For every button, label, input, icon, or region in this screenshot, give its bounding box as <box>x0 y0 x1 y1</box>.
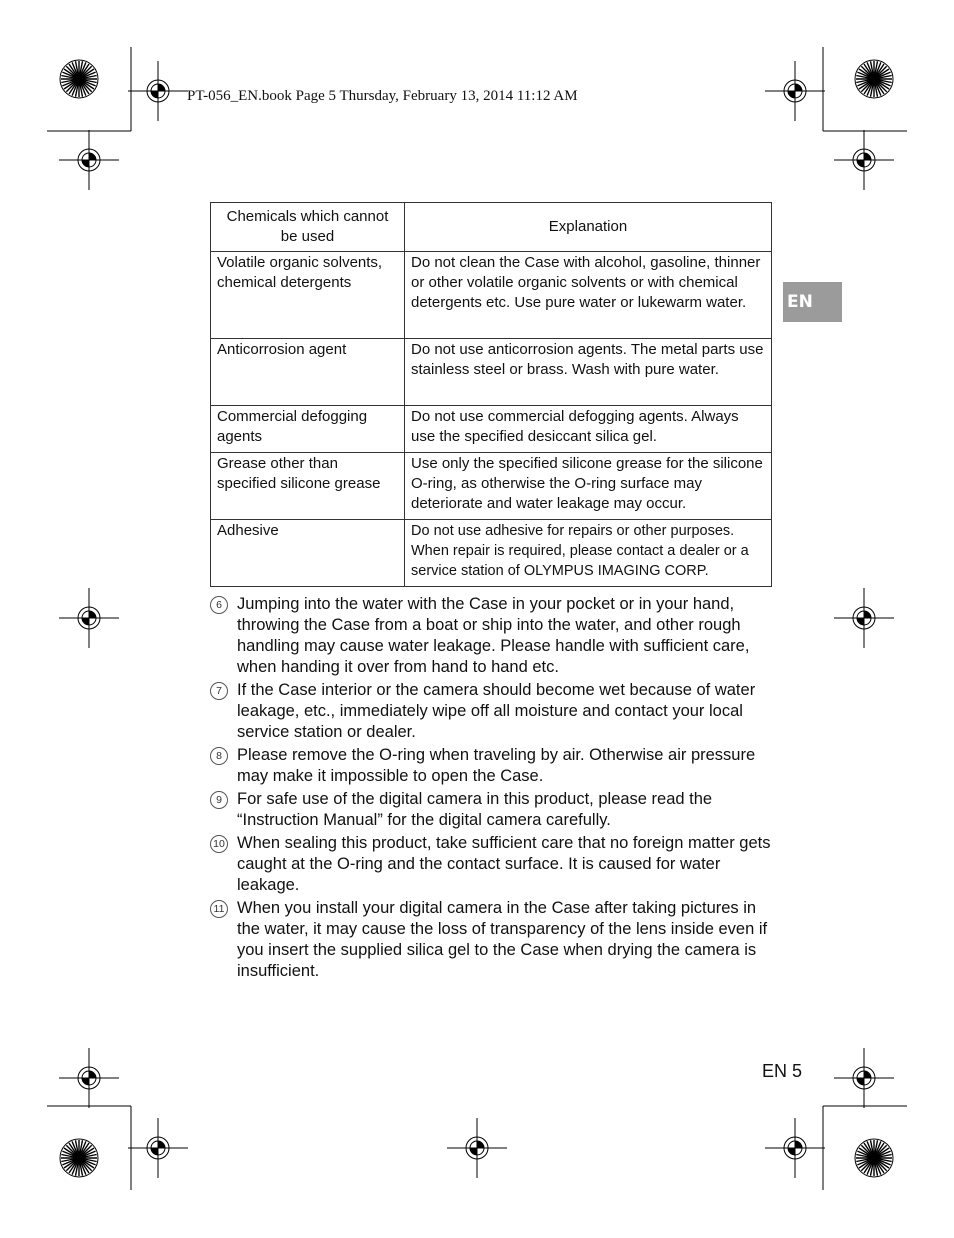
list-item <box>210 789 772 831</box>
language-tab: EN <box>783 282 842 322</box>
star-target-icon <box>60 1139 98 1177</box>
explanation-cell: Do not clean the Case with alcohol, gasoline, thinner or other volatile organic solvents or with chemical detergents etc. Use pure water or lukewarm water. <box>405 252 772 339</box>
registration-mark-icon <box>447 1118 507 1178</box>
registration-mark-icon <box>59 588 119 648</box>
star-target-icon <box>855 60 893 98</box>
registration-mark-icon <box>59 130 119 190</box>
star-target-icon <box>855 1139 893 1177</box>
table-row <box>211 406 772 453</box>
star-target-icon <box>60 60 98 98</box>
registration-mark-icon <box>59 1048 119 1108</box>
list-item <box>210 745 772 787</box>
registration-mark-icon <box>834 588 894 648</box>
list-item <box>210 680 772 743</box>
explanation-cell: Do not use anticorrosion agents. The metal parts use stainless steel or brass. Wash with pure water. <box>405 339 772 406</box>
explanation-cell: Do not use adhesive for repairs or other purposes. When repair is required, please contact a dealer or a service station of OLYMPUS IMAGING CORP. <box>405 520 772 587</box>
item-number: 7 <box>210 682 228 700</box>
chemical-cell: Adhesive <box>211 520 405 587</box>
item-number: 11 <box>210 900 228 918</box>
registration-mark-icon <box>834 1048 894 1108</box>
table-row <box>211 453 772 520</box>
print-header: PT-056_EN.book Page 5 Thursday, February 13, 2014 11:12 AM <box>187 88 578 104</box>
chemical-cell: Volatile organic solvents, chemical detergents <box>211 252 405 339</box>
item-number: 8 <box>210 747 228 765</box>
item-text: Please remove the O-ring when traveling by air. Otherwise air pressure may make it impossible to open the Case. <box>237 746 756 785</box>
registration-mark-icon <box>128 1118 188 1178</box>
table-row <box>211 520 772 587</box>
chemicals-table <box>210 202 772 587</box>
table-header-row <box>211 203 772 252</box>
list-item <box>210 833 772 896</box>
table-row <box>211 339 772 406</box>
registration-mark-icon <box>834 130 894 190</box>
registration-mark-icon <box>765 1118 825 1178</box>
caution-list <box>210 594 772 984</box>
table-row <box>211 252 772 339</box>
chemical-cell: Grease other than specified silicone grease <box>211 453 405 520</box>
registration-mark-icon <box>765 61 825 121</box>
chemical-cell: Anticorrosion agent <box>211 339 405 406</box>
item-text: For safe use of the digital camera in this product, please read the “Instruction Manual” for the digital camera carefully. <box>237 790 713 829</box>
page-number: EN 5 <box>762 1061 803 1081</box>
item-text: If the Case interior or the camera should become wet because of water leakage, etc., immediately wipe off all moisture and contact your local service station or dealer. <box>237 681 756 741</box>
column-header-chemicals: Chemicals which cannot be used <box>211 203 405 252</box>
list-item <box>210 594 772 678</box>
registration-mark-icon <box>128 61 188 121</box>
item-text: When you install your digital camera in the Case after taking pictures in the water, it may cause the loss of transparency of the lens inside even if you insert the supplied silica gel to the Case when drying the camera is insufficient. <box>237 899 768 980</box>
chemical-cell: Commercial defogging agents <box>211 406 405 453</box>
column-header-explanation: Explanation <box>405 203 772 252</box>
item-number: 10 <box>210 835 228 853</box>
item-text: When sealing this product, take sufficient care that no foreign matter gets caught at the O-ring and the contact surface. It is caused for water leakage. <box>237 834 771 894</box>
item-number: 6 <box>210 596 228 614</box>
explanation-cell: Do not use commercial defogging agents. Always use the specified desiccant silica gel. <box>405 406 772 453</box>
item-text: Jumping into the water with the Case in your pocket or in your hand, throwing the Case from a boat or ship into the water, and other rough handling may cause water leakage. Please handle with sufficient care, when handing it over from hand to hand etc. <box>237 595 750 676</box>
item-number: 9 <box>210 791 228 809</box>
explanation-cell: Use only the specified silicone grease for the silicone O-ring, as otherwise the O-ring surface may deteriorate and water leakage may occur. <box>405 453 772 520</box>
list-item <box>210 898 772 982</box>
